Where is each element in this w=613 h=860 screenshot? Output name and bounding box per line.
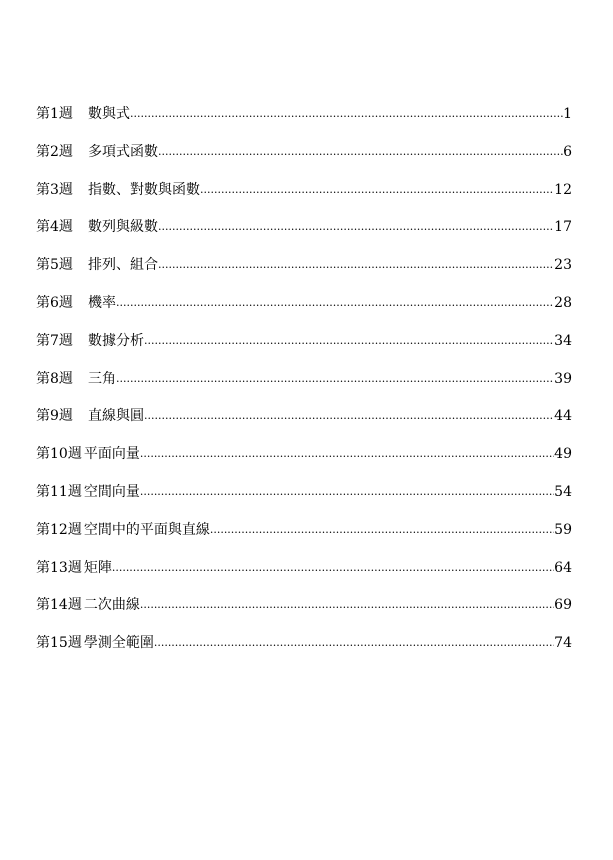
table-of-contents [36,96,572,663]
toc-topic: 直線與圓 [88,408,144,425]
toc-entry-week-15[interactable] [36,625,572,663]
toc-entry-week-8[interactable] [36,361,572,399]
dot-leader [200,171,554,209]
toc-page-number: 49 [554,446,572,463]
toc-entry-week-3[interactable] [36,172,572,210]
toc-entry-week-5[interactable] [36,247,572,285]
toc-week-label: 第11週 [36,483,82,500]
toc-topic: 二次曲線 [83,597,140,614]
toc-page-number: 12 [554,181,572,198]
toc-topic: 學測全範圍 [83,635,154,652]
toc-topic: 矩陣 [83,559,112,576]
toc-week-label: 第15週 [36,635,82,652]
toc-page-number: 39 [554,370,572,387]
toc-page-number: 17 [554,219,572,236]
toc-entry-week-1[interactable] [36,96,572,134]
toc-entry-week-10[interactable] [36,436,572,474]
dot-leader [144,322,554,360]
toc-week-label: 第9週 [36,408,73,425]
toc-topic: 空間中的平面與直線 [83,521,210,538]
dot-leader [116,360,554,398]
toc-entry-week-2[interactable] [36,134,572,172]
toc-topic: 平面向量 [83,446,140,463]
toc-entry-week-4[interactable] [36,209,572,247]
toc-week-label: 第1週 [36,106,73,122]
toc-week-label: 第8週 [36,370,73,387]
toc-week-label: 第2週 [36,143,73,160]
toc-topic: 機率 [88,294,116,311]
toc-page-number: 44 [554,408,572,425]
toc-week-label: 第3週 [36,181,73,198]
dot-leader [154,624,554,662]
dot-leader [158,246,554,284]
toc-entry-week-14[interactable] [36,587,572,625]
toc-page-number: 64 [554,559,572,576]
toc-entry-week-13[interactable] [36,550,572,588]
toc-page-number: 74 [554,635,572,652]
toc-week-label: 第6週 [36,294,73,311]
toc-page-number: 28 [554,294,572,311]
dot-leader [144,397,554,435]
dot-leader [158,208,554,246]
toc-week-label: 第7週 [36,332,73,349]
dot-leader [140,435,554,473]
toc-page-number: 1 [563,106,572,122]
toc-topic: 數列與級數 [88,219,158,236]
toc-week-label: 第5週 [36,257,73,274]
toc-entry-week-12[interactable] [36,512,572,550]
toc-page-number: 69 [554,597,572,614]
toc-page-number: 6 [563,143,572,160]
toc-week-label: 第13週 [36,559,82,576]
dot-leader [112,549,554,587]
toc-topic: 數與式 [88,106,130,122]
toc-week-label: 第12週 [36,521,82,538]
dot-leader [140,473,554,511]
toc-page-number: 34 [554,332,572,349]
toc-topic: 多項式函數 [88,143,158,160]
toc-entry-week-11[interactable] [36,474,572,512]
dot-leader [130,95,563,133]
dot-leader [210,511,554,549]
dot-leader [116,284,554,322]
toc-entry-week-6[interactable] [36,285,572,323]
toc-page-number: 23 [554,257,572,274]
dot-leader [158,133,563,171]
toc-entry-week-7[interactable] [36,323,572,361]
toc-week-label: 第10週 [36,446,82,463]
toc-topic: 指數、對數與函數 [88,181,200,198]
toc-topic: 數據分析 [88,332,144,349]
dot-leader [140,586,554,624]
toc-week-label: 第14週 [36,597,82,614]
toc-topic: 三角 [88,370,116,387]
toc-entry-week-9[interactable] [36,398,572,436]
toc-topic: 排列、組合 [88,257,158,274]
toc-page-number: 54 [554,483,572,500]
toc-week-label: 第4週 [36,219,73,236]
toc-page-number: 59 [554,521,572,538]
toc-topic: 空間向量 [83,483,140,500]
